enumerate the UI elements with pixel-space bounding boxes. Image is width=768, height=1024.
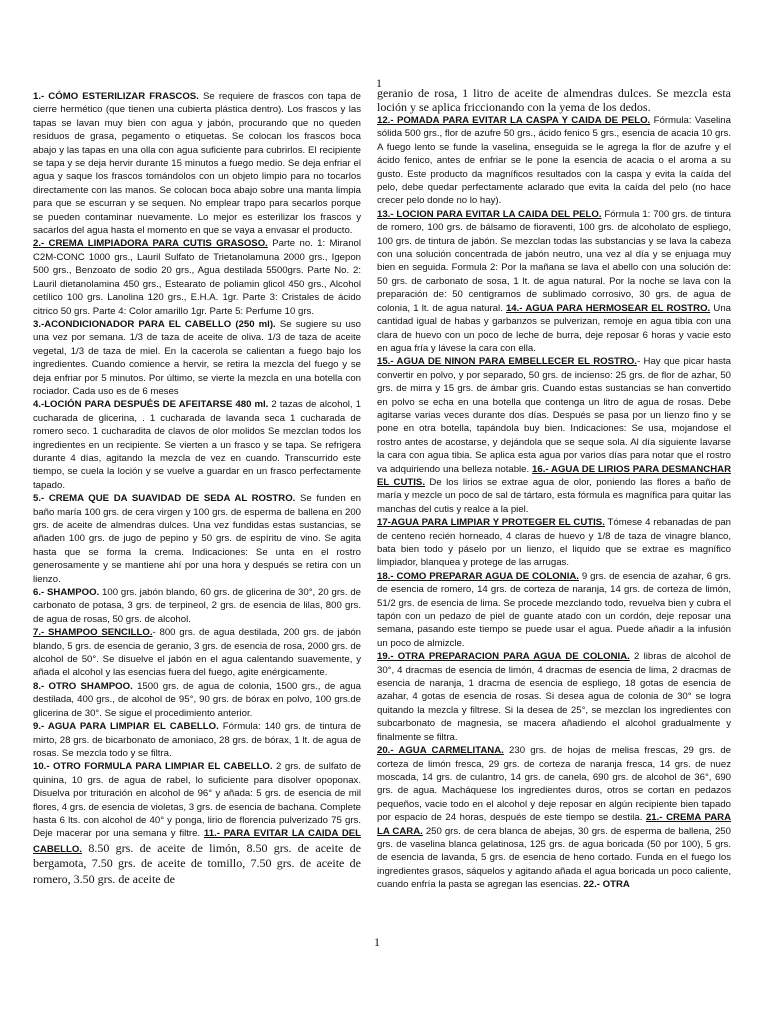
recipe-title: 9.- AGUA PARA LIMPIAR EL CABELLO.: [33, 721, 219, 733]
recipe-body: 1500 grs. de agua de colonia, 1500 grs., de agua destilada, 400 grs., de alcohol de 95°, 90 grs. de bórax en polvo, 100 grs.de glicerina de 30°. Se sigue el procedimiento anterior.: [33, 680, 361, 719]
page-number-top: 1: [376, 76, 382, 90]
recipe-title: 8.- OTRO SHAMPOO.: [33, 680, 133, 692]
recipe-title: 7.- SHAMPOO SENCILLO.: [33, 627, 153, 639]
recipe-body: Fórmula: Vaselina sólida 500 grs., flor de azufre 50 grs., ácido fenico 5 grs., esencia de acacia 10 grs. A fuego lento se funde la vaselina, enseguida se le agrega la flor de azufre y el ácido fenico, antes de enfriar se le pone la esencia de acacia o el aroma a su gusto. Este producto da magníficos resultados con la caspa y evita la caída del pelo, debe quedar perfectamente aclarado que evita la caída del pelo (no hace crecer pelo donde no lo hay).: [377, 115, 731, 207]
recipe-title: 14.- AGUA PARA HERMOSEAR EL ROSTRO.: [505, 302, 711, 314]
recipe-15-16: [377, 355, 731, 516]
recipe-body: 100 grs. jabón blando, 60 grs. de glicerina de 30°, 20 grs. de carbonato de potasa, 3 grs. de terpineol, 2 grs. de esencia de lilas, 800 grs. de agua de rosas, 50 grs. de alcohol.: [33, 587, 361, 625]
recipe-body: 2 grs. de sulfato de quinina, 10 grs. de agua de rabel, lo suficiente para disolver opoponax. Disuelva por trituración en alcohol de 96° y añada: 5 grs. de esencia de mil flores, 4 grs. de esencia de violetas, 3 grs. de esencia de bachana. Complete hasta 6 lts. con alcohol de 40° y ponga, lirio de florencia pulverizado 75 grs. Deje macerar por una semana y filtre.: [33, 761, 362, 840]
recipe-title: 18.- COMO PREPARAR AGUA DE COLONIA.: [377, 570, 579, 582]
recipe-11-continued: [377, 86, 731, 114]
recipe-5: [33, 492, 361, 586]
recipe-4: [33, 398, 361, 492]
right-column: [377, 86, 731, 892]
recipe-title: 17-AGUA PARA LIMPIAR Y PROTEGER EL CUTIS.: [377, 517, 605, 529]
recipe-title: 11.- PARA EVITAR LA CAIDA DEL CABELLO.: [33, 828, 362, 855]
recipe-body: 8.50 grs. de aceite de limón, 8.50 grs. de aceite de bergamota, 7.50 grs. de aceite de tomillo, 7.50 grs. de aceite de romero, 3.50 grs. de aceite de: [33, 840, 361, 886]
recipe-18: [377, 570, 731, 650]
recipe-body: Parte no. 1: Miranol C2M-CONC 1000 grs., Lauril Sulfato de Trietanolamuna 2000 grs., Igepon 500 grs., Benzoato de sodio 20 grs., Agua destilada 5500grs. Parte No. 2: Lauril dietanolamina 450 grs., Estearato de poliamin glicol 450 grs., Alcohol cetílico 100 grs. Lanolina 120 grs., E.H.A. 1gr. Parte 3: Cristales de ácido citrico 50 grs. Parte 4: Color amarillo 1gr. Parte 5: Perfume 10 grs.: [33, 238, 361, 317]
recipe-title: 13.- LOCION PARA EVITAR LA CAIDA DEL PELO.: [377, 208, 602, 220]
recipe-7: [33, 626, 361, 680]
recipe-title: 5.- CREMA QUE DA SUAVIDAD DE SEDA AL ROSTRO.: [33, 493, 296, 505]
recipe-body: Fórmula: 140 grs. de tintura de mirto, 28 grs. de bicarbonato de amoniaco, 28 grs. de bórax, 1 lt. de agua de rosas. Se mezcla todo y se filtra.: [33, 721, 361, 759]
recipe-20-22: [377, 744, 731, 891]
recipe-title: 6.- SHAMPOO.: [33, 587, 100, 599]
recipe-title: 2.- CREMA LIMPIADORA PARA CUTIS GRASOSO.: [33, 238, 268, 250]
recipe-title: 16.- AGUA DE LIRIOS PARA DESMANCHAR EL CUTIS.: [377, 463, 731, 488]
recipe-body: - 800 grs. de agua destilada, 200 grs. de jabón blando, 5 grs. de esencia de geranio, 3 grs. de esencia de rosa, 2000 grs. de alcohol de 50°. Se disuelve el jabón en el agua calentando suavemente, y añada el alcohol y las esencias fuera del fuego, agite enérgicamente.: [33, 627, 361, 679]
recipe-body: 250 grs. de cera blanca de abejas, 30 grs. de esperma de ballena, 250 grs. de vaselina blanca gelatinosa, 125 grs. de agua boricada (50 por 100), 5 grs. de esencia de lavanda, 5 grs. de esencia de heno cortado. Funda en el fuego los ingredientes grasos, sáquelos y agitando añada el agua boricada un poco caliente, cuando enfría la pasta se agregan las esencias.: [377, 825, 731, 891]
recipe-body: De los lirios se extrae agua de olor, poniendo las flores a baño de maría y mezcle un poco de sal de tártaro, esta fórmula es magnífica para quitar las manchas del cutis y realce a la piel.: [377, 476, 731, 515]
recipe-body: Se sugiere su uso una vez por semana. 1/3 de taza de aceite de oliva. 1/3 de taza de aceite vegetal, 1/3 de taza de miel. En la cacerola se calientan a fuego bajo los ingredientes. Cuando comience a hervir, se retira la mezcla del fuego y se deja enfriar por 5 minutos. Por último, se vierte la mezcla en una botella con rociador. Cada uso es de 6 meses: [33, 318, 362, 397]
recipe-13-14: [377, 208, 731, 355]
recipe-body: Se funden en baño maría 100 grs. de cera virgen y 100 grs. de esperma de ballena en 200 grs. de aceite de almendras dulces. Una vez fundidas estas sustancias, se añaden 100 grs. de jugo de pepino y 50 grs. de espíritu de vino. Se agita hasta que se forma la crema. Indicaciones: Se unta en el rostro generosamente y se mantiene ahí por una hora y después se retira con un lienzo.: [33, 493, 361, 585]
recipe-body: - Hay que picar hasta convertir en polvo, y por separado, 50 grs. de incienso: 25 grs. de flor de azhar, 50 grs. de mirra y 15 grs. de ámbar gris. Cuando estas sustancias se han convertido en polvo se echa en una botella que contenga un litro de agua de rosas. Debe agitarse varias veces durante dos días. Después se pasa por un lienzo fino y se pone en otra botella, tapándola buy bien. Indicaciones: Se usa, mojandose el rostro antes de acostarse, y dejándola que se seque sola. Al día siguiente lavarse la cara con agua tibia. Se aplica esta agua por varios días para notar que el rostro va adquiriendo una belleza notable.: [377, 356, 732, 475]
recipe-body: 2 libras de alcohol de 30°, 4 dracmas de esencia de limón, 4 dracmas de esencia de lima, 2 dracmas de esencia de naranja, 1 dracma de esencia de espliego, 18 gotas de esencia de azahar, 4 gotas de esencia de rosas. Si desea agua de colonia de 30° se logra quitando la mezcla y filtrese. Si la desea de 25°, se mezclan los ingredientes con subcarbonato de magnesia, se macera añadiendo el alcohol gradualmente y finalmente se filtra.: [377, 651, 731, 743]
recipe-body: Se requiere de frascos con tapa de cierre hermético (que tienen una cubierta plástica dentro). Los frascos y las tapas se lavan muy bien con agua y jabón, procurando que no queden residuos de grasa, pegamento o etiquetas. Se colocan los frascos boca abajo y las tapas en una olla con agua suficiente para cubrirlos. El recipiente se tapa y se deja hervir durante 15 minutos a fuego medio. Se deja enfriar el agua y saque los frascos tomándolos con un objeto limpio para no tocarlos directamente con las manos. Se colocan boca abajo sobre una manta limpia para que se escurran y se sequen. No emplear trapo para secarlos porque se pueden contaminar nuevamente. Lo mejor es esterilizar los frascos y sacarlos del agua hasta el momento en que se vaya a envasar el producto.: [33, 91, 361, 237]
recipe-1: [33, 90, 361, 237]
recipe-19: [377, 650, 731, 744]
recipe-title: 10.- OTRO FORMULA PARA LIMPIAR EL CABELLO.: [33, 761, 273, 773]
recipe-title: 3.-ACONDICIONADOR PARA EL CABELLO (250 ml).: [33, 318, 276, 330]
recipe-10-11: [33, 760, 361, 887]
recipe-body: Fórmula 1: 700 grs. de tintura de romero, 100 grs. de bálsamo de fioraventi, 100 grs. de alcoholato de espliego, 100 grs. de tintura de jabón. Se mezclan todas las substancias y se lava la cabeza con una solución concentrada de jabón neutro, una vez al día y se enjuaga muy bien en seguida. Formula 2: Por la mañana se lava el abello con una solución de: 50 grs. de carbonato de sosa, 1 lt. de agua natural. Por la noche se lava con la preparación de: 50 centigramos de sublimado corrosivo, 30 grs. de agua de colonia, 1 lt. de agua natural.: [377, 208, 732, 314]
recipe-body: 2 tazas de alcohol, 1 cucharada de glicerina, . 1 cucharada de lavanda seca 1 cucharada de romero seco. 1 cucharadita de clavos de olor molidos Se mezclan todos los ingredientes en un recipiente. Se vierten a un frasco y se tapa. Se refrigera durante 4 días, agitando la mezcla de vez en cuando. Transcurrido este tiempo, se cuela la loción y se vuelve a guardar en un frasco perfectamente tapado.: [33, 399, 361, 491]
recipe-8: [33, 680, 361, 720]
recipe-title: 22.- OTRA: [583, 879, 630, 891]
recipe-title: 12.- POMADA PARA EVITAR LA CASPA Y CAIDA DE PELO.: [377, 115, 651, 126]
recipe-body: 230 grs. de hojas de melisa frescas, 29 grs. de corteza de limón fresca, 29 grs. de corteza de naranja fresca, 14 grs. de nuez moscada, 14 grs. de culantro, 14 grs. de canela, 690 grs. de alcohol de 36°, 690 grs. de agua. Macháquese los ingredientes duros, otros se cortan en pedazos pequeños, vacie todo en el alcohol y deje reposar en algún recipiente bien tapado por espacio de 24 horas, después de este tiempo se destila.: [377, 745, 732, 824]
recipe-body: 9 grs. de esencia de azahar, 6 grs. de esencia de romero, 14 grs. de corteza de naranja, 14 grs. de corteza de limón, 51/2 grs. de esencia de lima. Se procede mezclando todo, revuelva bien y cubra el tapón con un pedazo de piel de guante atado con un cordón, deje reposar una semana, pasando este tiempo se puede usar el agua. Puede añadir a la infusión un poco de almizcle.: [377, 570, 731, 649]
recipe-12: [377, 114, 731, 208]
recipe-title: 21.- CREMA PARA LA CARA.: [377, 812, 731, 837]
recipe-9: [33, 720, 361, 760]
left-column: [33, 90, 361, 887]
recipe-title: 19.- OTRA PREPARACION PARA AGUA DE COLONIA.: [377, 651, 630, 663]
recipe-body: geranio de rosa, 1 litro de aceite de almendras dulces. Se mezcla esta loción y se aplica friccionando con la yema de los dedos.: [377, 86, 731, 114]
recipe-17: [377, 516, 731, 570]
recipe-body: Una cantidad igual de habas y garbanzos se pulverizan, remoje en agua tibia con una clara de huevo con un poco de leche de burra, deje reposar 6 horas y vacie esto en agua fría y lávese la cara con ella.: [377, 302, 731, 354]
recipe-title: 20.- AGUA CARMELITANA.: [377, 745, 504, 757]
recipe-title: 1.- CÓMO ESTERILIZAR FRASCOS.: [33, 91, 199, 102]
recipe-6: [33, 586, 361, 626]
recipe-title: 15.- AGUA DE NINON PARA EMBELLECER EL ROSTRO.: [377, 356, 637, 368]
recipe-3: [33, 318, 361, 398]
page-number-bottom: 1: [374, 935, 380, 949]
recipe-2: [33, 237, 361, 317]
recipe-body: Tómese 4 rebanadas de pan de centeno recién horneado, 4 claras de huevo y 1/8 de taza de vinagre blanco, bata bien todo y páselo por un lienzo, el liquido que se extrae es magnífico limpiador, blanquea y protege de las arrugas.: [377, 517, 731, 569]
recipe-title: 4.-LOCIÓN PARA DESPUÉS DE AFEITARSE 480 ml.: [33, 399, 269, 411]
